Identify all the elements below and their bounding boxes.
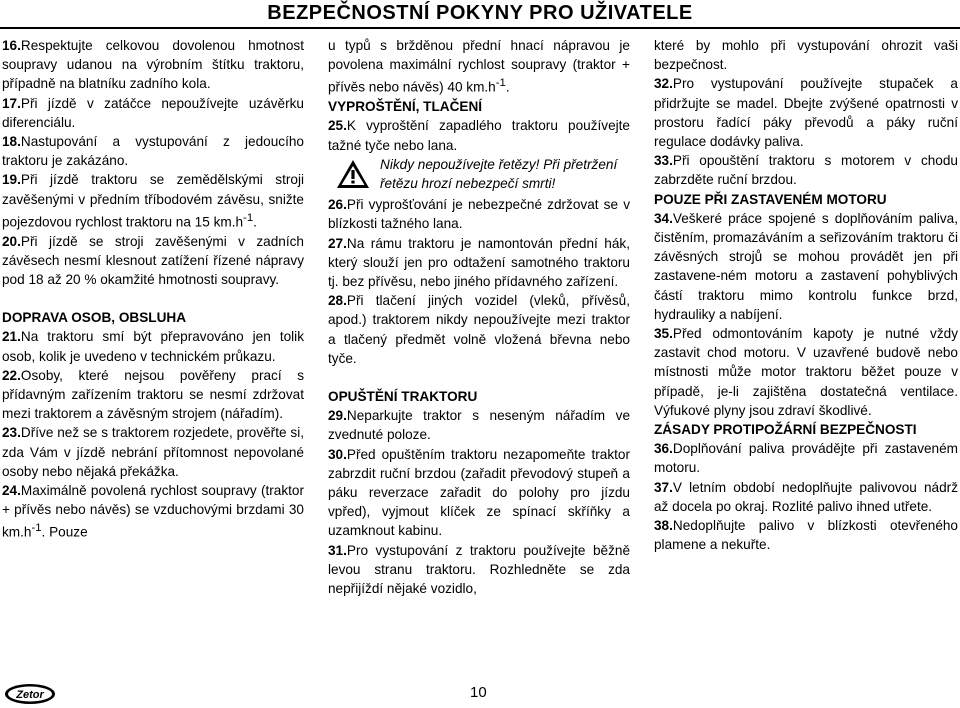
heading-transport: DOPRAVA OSOB, OBSLUHA (2, 310, 187, 326)
item-24: 24.Maximálně povolená rychlost soupravy (traktor + přívěs nebo návěs) se vzduchovými brzdami 30 $km.h^{-1}$. Pouze (2, 483, 304, 540)
item-36: 36.Doplňování paliva provádějte při zastaveném motoru. (654, 441, 958, 476)
item-24-continued: u typů s bržděnou přední hnací nápravou je povolena maximální rychlost soupravy (traktor + přívěs nebo návěs) 40 $km.h^{-1}$. (328, 38, 630, 95)
item-31: 31.Pro vystupování z traktoru používejte běžně levou stranu traktoru. Rozhledněte se zda nepřijíždí nějaké vozidlo, (328, 542, 630, 597)
item-31-continued: které by mohlo při vystupování ohrozit vaši bezpečnost. (654, 38, 958, 73)
heading-towing: VYPROŠTĚNÍ, TLAČENÍ (328, 99, 483, 115)
item-18: 18.Nastupování a vystupování z jedoucího traktoru je zakázáno. (2, 134, 304, 169)
warning-triangle-icon (336, 159, 370, 189)
item-38: 38.Nedoplňujte palivo v blízkosti otevřeného plamene a nekuřte. (654, 518, 958, 553)
item-33: 33.Při opouštění traktoru s motorem v chodu zabrzděte ruční brzdou. (654, 153, 958, 188)
item-22: 22.Osoby, které nejsou pověřeny prací s přídavným zařízením traktoru se nesmí zdržovat mezi traktorem a závěsným strojem (nářadím). (2, 367, 304, 422)
column-2 (328, 36, 630, 598)
item-16: 16.Respektujte celkovou dovolenou hmotnost soupravy udanou na výrobním štítku traktoru, případně na blatníku zadního kola. (2, 38, 304, 92)
item-30: 30.Před opuštěním traktoru nezapomeňte traktor zabrzdit ruční brzdou (zařadit převodový stupeň a páku reverzace zařadit do polohy pro jízdu vpřed), vyjmout klíček ze spínací skříňky a uzamknout kabinu. (328, 446, 630, 539)
item-26: 26.Při vyprošťování je nebezpečné zdržovat se v blízkosti tažného lana. (328, 197, 630, 232)
item-20: 20.Při jízdě se stroji zavěšenými v zadních závěsech nesmí klesnout zatížení řízené nápravy pod 18 až 20 % okamžité hmotnosti soupravy. (2, 233, 304, 287)
heading-leaving: OPUŠTĚNÍ TRAKTORU (328, 388, 478, 404)
header-divider (0, 27, 960, 29)
column-3 (654, 36, 958, 554)
svg-text:Zetor: Zetor (16, 689, 44, 701)
heading-fire-safety: ZÁSADY PROTIPOŽÁRNÍ BEZPEČNOSTI (654, 422, 917, 438)
item-23: 23.Dříve než se s traktorem rozjedete, prověřte si, zda Vám v jízdě nebrání přítomnost nepovolané osoby nebo nějaká překážka. (2, 425, 304, 479)
item-27: 27.Na rámu traktoru je namontován přední hák, který slouží jen pro odtažení samotného traktoru tj. bez přívěsu, nebo jiného přídavného zařízení. (328, 235, 630, 289)
item-21: 21.Na traktoru smí být přepravováno jen tolik osob, kolik je uvedeno v technickém průkazu. (2, 329, 304, 364)
item-25: 25.K vyproštění zapadlého traktoru používejte tažné tyče nebo lana. (328, 118, 630, 153)
item-17: 17.Při jízdě v zatáčce nepoužívejte uzávěrku diferenciálu. (2, 95, 304, 130)
zetor-logo (4, 683, 56, 705)
item-28: 28.Při tlačení jiných vozidel (vleků, přívěsů, apod.) traktorem nikdy nepoužívejte mezi traktor a tlačený předmět volně vložená břevna nebo tyče. (328, 293, 630, 366)
item-34: 34.Veškeré práce spojené s doplňováním paliva, čistěním, promazáváním a seřizováním traktoru či závěsných strojů se mohou provádět jen při zastavene-ném motoru a zastavení pohyblivých částí traktoru mimo kontrolu funkce brzd, hydrauliky a nabíjení. (654, 210, 958, 322)
item-29: 29.Neparkujte traktor s neseným nářadím ve zvednuté poloze. (328, 408, 630, 443)
item-32: 32.Pro vystupování používejte stupaček a přidržujte se madel. Dbejte zvýšené opatrnosti v prostoru řadící páky převodů a páky ruční regulace dodávky paliva. (654, 76, 958, 150)
item-35: 35.Před odmontováním kapoty je nutné vždy zastavit chod motoru. V uzavřené budově nebo místnosti může motor traktoru běžet pouze v případě, je-li zajištěna dostatečná ventilace. Výfukové plyny jsou zdraví škodlivé. (654, 326, 958, 418)
column-1 (2, 36, 304, 542)
page-number: 10 (470, 684, 487, 701)
page-title: BEZPEČNOSTNÍ POKYNY PRO UŽIVATELE (267, 2, 693, 24)
warning-text: Nikdy nepoužívejte řetězy! Při přetržení řetězu hrozí nebezpečí smrti! (380, 156, 618, 191)
item-19: 19.Při jízdě traktoru se zemědělskými stroji zavěšenými v předním tříbodovém závěsu, snižte pojezdovou rychlost traktoru na 15 $km.h^{-1}$. (2, 172, 304, 230)
item-37: 37.V letním období nedoplňujte palivovou nádrž až docela po okraj. Rozlité palivo ihned utřete. (654, 479, 958, 514)
heading-engine-stopped: POUZE PŘI ZASTAVENÉM MOTORU (654, 191, 887, 207)
warning-box (328, 155, 630, 193)
